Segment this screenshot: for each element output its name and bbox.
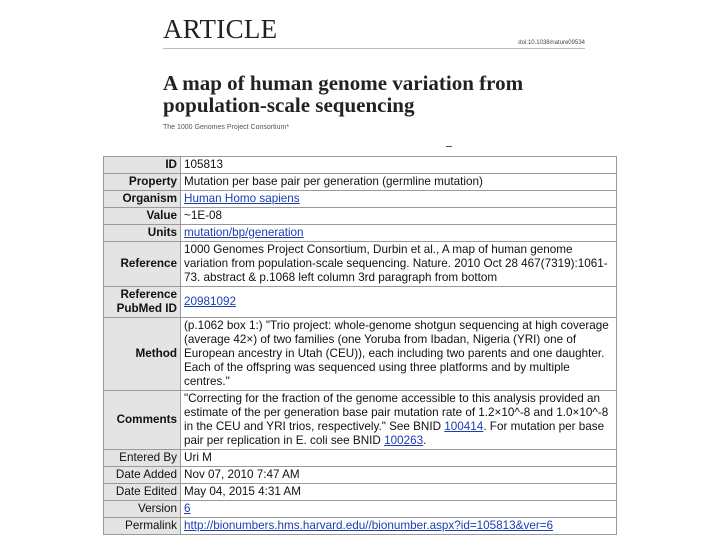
row-label-pubmed [104, 287, 181, 318]
units-link[interactable]: mutation/bp/generation [184, 226, 304, 239]
paper-authors: The 1000 Genomes Project Consortium* [163, 124, 290, 131]
row-value-entered-by: Uri M [181, 450, 617, 467]
permalink-link[interactable]: http://bionumbers.hms.harvard.edu//bionumber.aspx?id=105813&ver=6 [184, 519, 554, 532]
row-value-date-added: Nov 07, 2010 7:47 AM [181, 467, 617, 484]
row-value-method: (p.1062 box 1:) "Trio project: whole-genome shotgun sequencing at high coverage (average 42×) of two families (one Yoruba from Ibadan, Nigeria (YRI) one of European ancestry in Utah (CEU)), each including two parents and one daughter. Each of the offspring was sequenced using three platforms and by multiple centres." [181, 318, 617, 391]
paper-title: A map of human genome variation from population-scale sequencing [163, 71, 524, 117]
header-rule [163, 48, 585, 49]
table-row-comments [104, 391, 617, 450]
table-row-pubmed [104, 287, 617, 318]
row-value-value: ~1E-08 [181, 208, 617, 225]
table-row-version [104, 501, 617, 518]
row-label-reference: Reference [104, 242, 181, 287]
row-label-entered-by: Entered By [104, 450, 181, 467]
row-label-units: Units [104, 225, 181, 242]
pubmed-label-line1: Reference [120, 288, 177, 301]
row-label-date-added: Date Added [104, 467, 181, 484]
version-link[interactable]: 6 [184, 502, 191, 515]
table-row-property [104, 174, 617, 191]
table-row-method [104, 318, 617, 391]
comments-text-middle: . For mutation per base pair per replication in E. coli see BNID [184, 420, 605, 447]
divider-dash [446, 146, 452, 147]
bionumber-record-table [103, 156, 617, 535]
table-row-organism [104, 191, 617, 208]
organism-link[interactable]: Human Homo sapiens [184, 192, 300, 205]
row-value-comments [181, 391, 617, 450]
row-label-version: Version [104, 501, 181, 518]
row-label-value: Value [104, 208, 181, 225]
table-row-value [104, 208, 617, 225]
row-value-id: 105813 [181, 157, 617, 174]
table-row-units [104, 225, 617, 242]
row-label-method: Method [104, 318, 181, 391]
bnid-link-100414[interactable]: 100414 [444, 420, 484, 433]
table-row-date-edited [104, 484, 617, 501]
article-label: ARTICLE [163, 14, 278, 44]
bnid-link-100263[interactable]: 100263 [384, 434, 424, 447]
doi-text: doi:10.1038/nature09534 [518, 40, 585, 46]
comments-text-after: . [423, 434, 427, 447]
article-header [163, 14, 585, 44]
row-label-id: ID [104, 157, 181, 174]
row-label-property: Property [104, 174, 181, 191]
row-label-organism: Organism [104, 191, 181, 208]
pubmed-label-line2: PubMed ID [116, 302, 177, 315]
row-value-property: Mutation per base pair per generation (germline mutation) [181, 174, 617, 191]
table-row-reference [104, 242, 617, 287]
row-label-permalink: Permalink [104, 518, 181, 535]
table-row-entered-by [104, 450, 617, 467]
row-value-date-edited: May 04, 2015 4:31 AM [181, 484, 617, 501]
row-label-comments: Comments [104, 391, 181, 450]
row-value-reference: 1000 Genomes Project Consortium, Durbin et al., A map of human genome variation from population-scale sequencing. Nature. 2010 Oct 28 467(7319):1061-73. abstract & p.1068 left column 3rd paragraph from bottom [181, 242, 617, 287]
table-row-permalink [104, 518, 617, 535]
pubmed-link[interactable]: 20981092 [184, 295, 237, 308]
row-label-date-edited: Date Edited [104, 484, 181, 501]
table-row-id [104, 157, 617, 174]
comments-text-before: "Correcting for the fraction of the genome accessible to this analysis provided an estimate of the per generation base pair mutation rate of 1.2×10^-8 and 1.0×10^-8 in the CEU and YRI trios, respectively." See BNID [184, 392, 609, 433]
table-row-date-added [104, 467, 617, 484]
